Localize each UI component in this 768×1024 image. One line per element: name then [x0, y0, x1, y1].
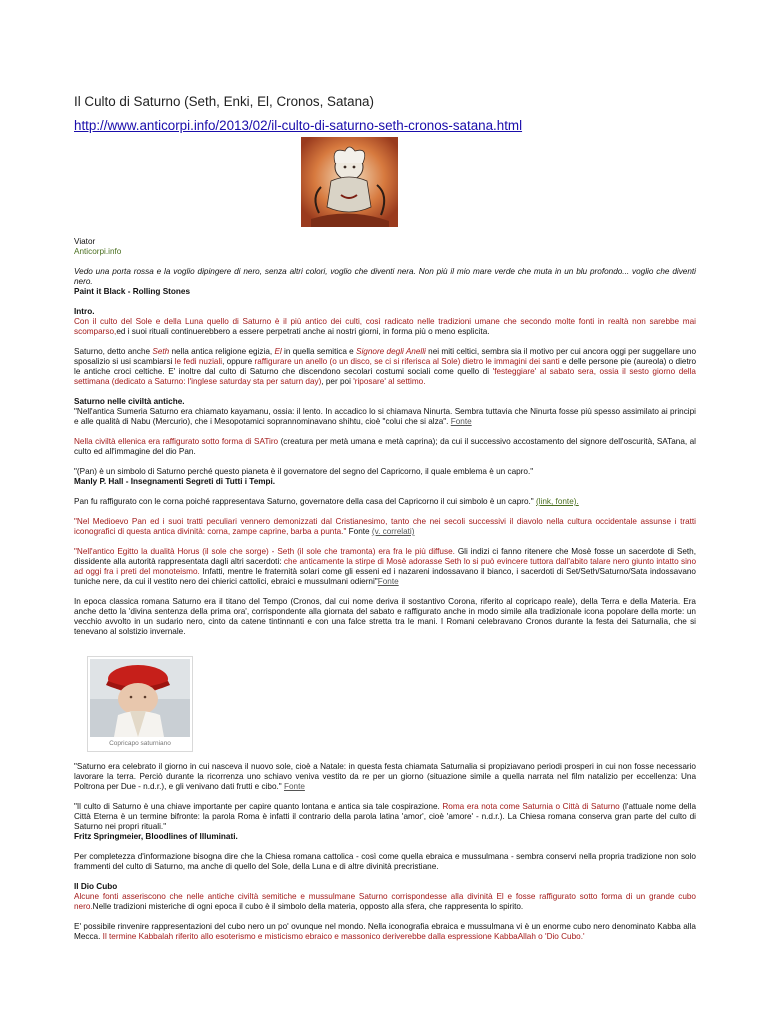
- section-heading-intro: Intro.: [74, 307, 95, 316]
- pan-quote-source: Manly P. Hall - Insegnamenti Segreti di Tutti i Tempi.: [74, 477, 276, 486]
- site-name: Anticorpi.info: [74, 247, 122, 256]
- civilta-paragraph-7: In epoca classica romana Saturno era il titano del Tempo (Cronos, dal cui nome deriva il sostantivo Corona, riferito al copricapo reale), della Terra e della Materia. Era anche detto la 'divina sentenza della prima ora', corrispondente alla giornata del sabato e raffigurato anche in modo simile alla tradizionale icona popolare della morte: un vecchio avvolto in un sudario nero, cinto da catene tintinnanti e con una falce stretta tra le mani. I Romani celebravano Cronos durante la festa dei Saturnalia, che si tenevano al solstizio invernale.: [74, 597, 696, 636]
- copricapo-caption: Copricapo saturniano: [109, 740, 171, 747]
- correlati-link[interactable]: (v. correlati): [371, 527, 415, 536]
- article-title: Il Culto di Saturno (Seth, Enki, El, Cronos, Satana): [74, 94, 374, 109]
- civilta-paragraph-4: Pan fu raffigurato con le corna poiché rappresentava Saturno, governatore della casa del Capricorno il cui simbolo è un capro." (link, fonte).: [74, 497, 579, 506]
- section-heading-cubo: Il Dio Cubo: [74, 882, 118, 891]
- intro-paragraph-2: Saturno, detto anche Seth nella antica religione egizia, El in quella semitica e Signore degli Anelli nei miti celtici, sembra sia il motivo per cui ancora oggi per suggellare uno sposalizio si usi scambiarsi le fedi nuziali, oppure raffigurare un anello (o un disco, se ci si riferisca al Sole) dietro le immagini dei santi e delle persone pie (aureola) o dietro le antiche croci celtiche. E' inoltre dal culto di Saturno che discendono secolari costumi sociali come quello di 'festeggiare' al sabato sera, ossia il sesto giorno della settimana (dedicato a Saturno: l'inglese saturday sta per saturn day), per poi 'riposare' al settimo.: [74, 347, 697, 386]
- epigraph-source: Paint it Black - Rolling Stones: [74, 287, 191, 296]
- epigraph-quote: Vedo una porta rossa e la voglio dipingere di nero, senza altri colori, voglio che diventi nera. Non più il mio mare verde che muta in un blu profondo... voglio che diventi nero.: [74, 267, 696, 286]
- copricapo-figure: [87, 656, 193, 752]
- civilta-paragraph-2: Nella civiltà ellenica era raffigurato sotto forma di SATiro (creatura per metà umana e metà caprina); da cui il successivo accostamento del signore dell'oscurità, SATana, al culto ed all'immagine del dio Pan.: [74, 437, 696, 456]
- article-url-link[interactable]: http://www.anticorpi.info/2013/02/il-culto-di-saturno-seth-cronos-satana.html: [74, 118, 523, 133]
- springmeier-source: Fritz Springmeier, Bloodlines of Illuminati.: [74, 832, 238, 841]
- author-name: Viator: [74, 237, 96, 246]
- civilta-paragraph-6: "Nell'antico Egitto la dualità Horus (il sole che sorge) - Seth (il sole che tramonta) era fra le più diffuse. Gli indizi ci fanno ritenere che Mosè fosse un sacerdote di Seth, dissidente alla autorità rappresentata dagli altri sacerdoti: che anticamente la stirpe di Mosè adorasse Seth lo si può evincere tuttora dall'abito talare nero giunto intatto sino ad oggi fra i preti del monoteismo. Infatti, mentre le fraternità solari come gli esseni ed i nazareni indossavano il bianco, i sacerdoti di Set/Seth/Saturno/Sata indossavano tuniche nere, da cui il vestito nero dei chierici cattolici, ebraici e mussulmani odierni"Fonte: [74, 547, 697, 586]
- natale-paragraph-2: "Il culto di Saturno è una chiave importante per capire quanto lontana e antica sia tale cospirazione. Roma era nota come Saturnia o Città di Saturno (l'attuale nome della Città Eterna è un termine bifronte: la parola Roma è infatti il contrario della parola latina 'amor', cioè 'amore' - n.d.r.). La Chiesa romana conserva gran parte del culto di Saturno nei propri rituali.": [74, 802, 696, 831]
- natale-paragraph-3: Per completezza d'informazione bisogna dire che la Chiesa romana cattolica - così come quella ebraica e mussulmana - sembra conservi nella propria tradizione non solo frammenti del culto di Saturno, ma anche di quello del Sole, della Luna e di altre divinità precristiane.: [74, 852, 696, 871]
- pan-quote: "(Pan) è un simbolo di Saturno perché questo pianeta è il governatore del segno del Capricorno, il quale emblema è un capro.": [74, 467, 534, 476]
- fonte-link[interactable]: Fonte: [450, 417, 472, 426]
- saturn-illustration-image: [301, 137, 398, 227]
- civilta-paragraph-1: "Nell'antica Sumeria Saturno era chiamato kayamanu, ossia: il lento. In accadico lo si chiamava Ninurta. Sembra tuttavia che Ninurta fosse più spesso assimilato ai principi e alle qualità di Nabu (Mercurio), che i Mesopotamici soprannominavano shihtu, cioè "colui che si alza". Fonte: [74, 407, 696, 426]
- fonte-link[interactable]: Fonte: [377, 577, 399, 586]
- civilta-paragraph-5: "Nel Medioevo Pan ed i suoi tratti peculiari vennero demonizzati dal Cristianesimo, tanto che nei secoli successivi il diavolo nella cultura occidentale assunse i tratti iconografici di questa antica divinità: corna, zampe caprine, barba a punta." Fonte (v. correlati): [74, 517, 696, 536]
- red-cap-photo-image: [90, 659, 190, 737]
- intro-paragraph-1: Con il culto del Sole e della Luna quello di Saturno è il più antico dei culti, così radicato nelle tradizioni umane che secondo molte fonti in realtà non sarebbe mai scomparso,ed i suoi rituali continuerebbero a essere perpetrati anche ai nostri giorni, in forma più o meno esplicita.: [74, 317, 696, 336]
- fonte-link[interactable]: Fonte: [283, 782, 305, 791]
- cubo-paragraph-1: Alcune fonti asseriscono che nelle antiche civiltà semitiche e mussulmane Saturno corrispondesse alla divinità El e fosse raffigurato sotto forma di un grande cubo nero.Nelle tradizioni misteriche di ogni epoca il cubo è il simbolo della materia, opposto alla sfera, che rappresenta lo spirito.: [74, 892, 696, 911]
- link-fonte-links[interactable]: (link, fonte).: [535, 497, 579, 506]
- section-heading-civilta: Saturno nelle civiltà antiche.: [74, 397, 185, 406]
- document-page: [74, 94, 696, 942]
- natale-paragraph-1: "Saturno era celebrato il giorno in cui nasceva il nuovo sole, cioè a Natale: in questa festa chiamata Saturnalia si propiziavano periodi prosperi in cui non fosse necessario lavorare la terra. Perciò durante la ricorrenza uno schiavo veniva vestito da re per un giorno (situazione simile a quella narrata nel film natalizio per eccellenza: Una Poltrona per Due - n.d.r.), e gli venivano dati frutti e cibo." Fonte: [74, 762, 696, 791]
- cubo-paragraph-2: E' possibile rinvenire rappresentazioni del cubo nero un po' ovunque nel mondo. Nella iconografia ebraica e mussulmana vi è un enorme cubo nero denominato Kabba alla Mecca. Il termine Kabbalah riferito allo esoterismo e misticismo ebraico e massonico deriverebbe dalla espressione KabbaAllah o 'Dio Cubo.': [74, 922, 696, 941]
